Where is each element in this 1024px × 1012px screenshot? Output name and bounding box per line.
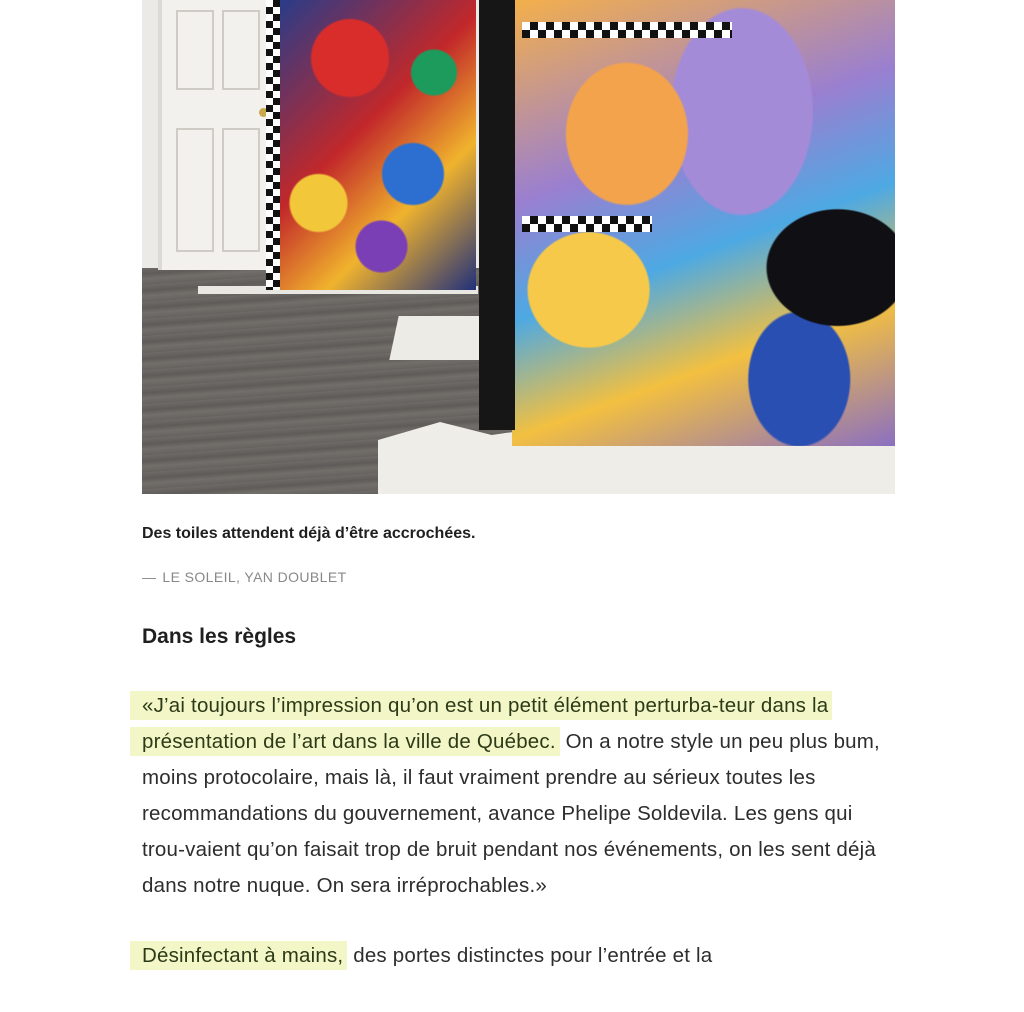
article [142,0,895,995]
photo-checker-pattern [522,216,652,232]
credit-dash: — [142,569,157,585]
section-heading: Dans les règles [142,625,297,648]
highlighted-text[interactable]: «J’ai toujours l’impression qu’on est un petit élément perturba-teur dans la présentation de l’art dans la ville de Québec. [130,691,832,756]
paragraph-text: On a notre style un peu plus bum, moins protocolaire, mais là, il faut vraiment prendre au sérieux toutes les recommandations du gouvernement, avance Phelipe Soldevila. Les gens qui trou-vaient qu’on faisait trop de bruit pendant nos événements, on les sent déjà dans notre nuque. On sera irréprochables.» [142,730,880,897]
highlighted-text[interactable]: Désinfectant à mains, [130,941,347,970]
photo-door [158,0,278,270]
credit-text: LE SOLEIL, YAN DOUBLET [162,569,347,585]
paragraph-text: des portes distinctes pour l’entrée et la [347,944,713,967]
photo-pole [479,0,515,430]
photo-credit [142,568,895,586]
paragraph [142,938,895,974]
photo-caption: Des toiles attendent déjà d’être accrochées. [142,525,476,542]
paragraph [142,688,895,904]
article-photo [142,0,895,494]
photo-painting-left [266,0,476,290]
photo-paper [389,316,488,360]
photo-checker-pattern [522,22,732,38]
